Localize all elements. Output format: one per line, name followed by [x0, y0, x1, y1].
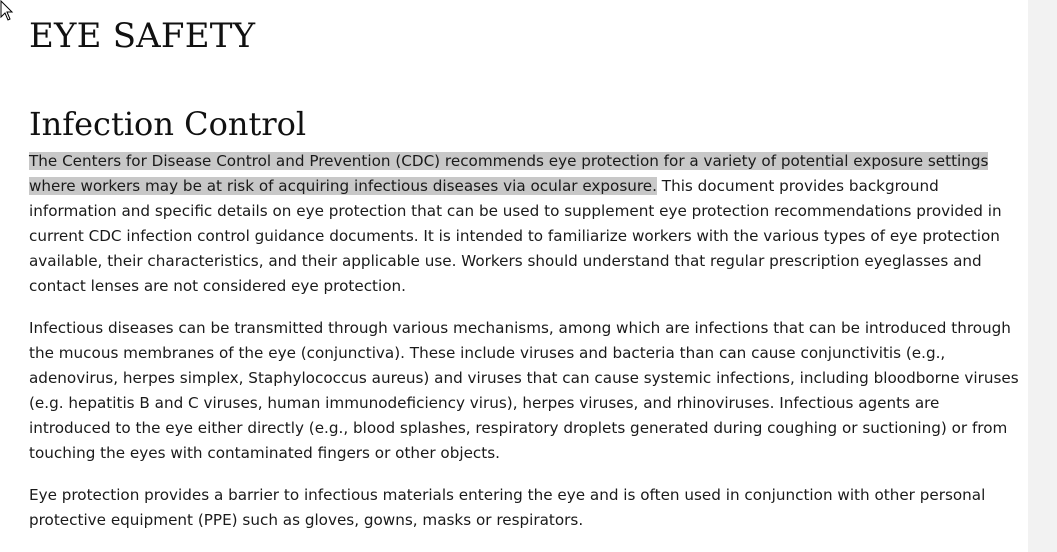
document-content: [29, 14, 1019, 533]
paragraph-cdc-recommendation[interactable]: [29, 149, 1019, 299]
paragraph-infectious-diseases: Infectious diseases can be transmitted through various mechanisms, among which are infections that can be introduced through the mucous membranes of the eye (conjunctiva). These include viruses and bacteria than can cause conjunctivitis (e.g., adenovirus, herpes simplex, Staphylococcus aureus) and viruses that can cause systemic infections, including bloodborne viruses (e.g. hepatitis B and C viruses, human immunodeficiency virus), herpes viruses, and rhinoviruses. Infectious agents are introduced to the eye either directly (e.g., blood splashes, respiratory droplets generated during coughing or suctioning) or from touching the eyes with contaminated fingers or other objects.: [29, 319, 1019, 462]
section-heading: Infection Control: [29, 105, 307, 143]
paragraph-text: This document provides background information and specific details on eye protection that can be used to supplement eye protection recommendations provided in current CDC infection control guidance documents. It is intended to familiarize workers with the various types of eye protection available, their characteristics, and their applicable use. Workers should understand that regular prescription eyeglasses and contact lenses are not considered eye protection.: [29, 177, 1002, 295]
selected-text[interactable]: The Centers for Disease Control and Prevention (CDC) recommends eye protection for a variety of potential exposure settings where workers may be at risk of acquiring infectious diseases via ocular exposure.: [29, 152, 989, 195]
page-title: EYE SAFETY: [29, 16, 256, 56]
paragraph-eye-protection: Eye protection provides a barrier to infectious materials entering the eye and is often used in conjunction with other personal protective equipment (PPE) such as gloves, gowns, masks or respirators.: [29, 486, 986, 529]
scrollbar-gutter[interactable]: [1028, 0, 1057, 552]
mouse-pointer-icon: [0, 0, 14, 22]
